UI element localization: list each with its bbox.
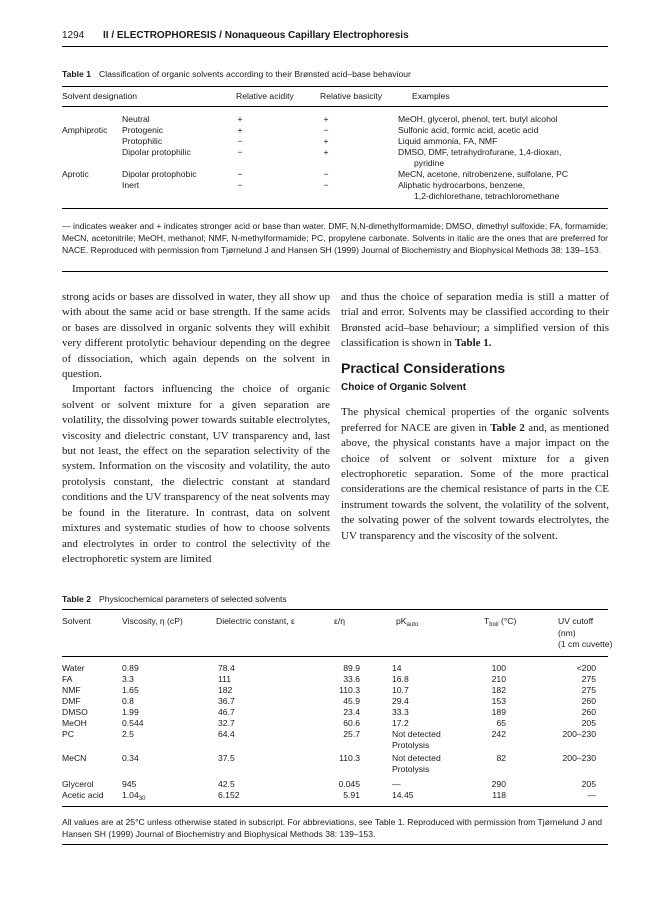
table1-cell-acidity: −	[237, 169, 243, 179]
table2-col-tboil-unit: (°C)	[498, 616, 517, 626]
table2-cell-solvent: PC	[62, 729, 74, 739]
table2-cell-pk: 16.8	[392, 674, 409, 684]
table1-top-rule	[62, 86, 608, 87]
table2-cell-pk: Protolysis	[392, 764, 430, 774]
table2-cell-ratio: 33.6	[343, 674, 360, 684]
paragraph: strong acids or bases are dissolved in water, they all show up with about the same acid or base strength. If the same acids or bases are dissolved in organic solvents they will exhibit very different protolytic behaviour depending on the degree of dissociation, which again depends on the solvent in question.	[62, 291, 330, 381]
table2-cell-tboil: 153	[491, 696, 506, 706]
table1-cell-type: Protogenic	[122, 125, 164, 135]
table2-row	[62, 663, 608, 674]
table1-col-designation: Solvent designation	[62, 91, 138, 101]
table1-header-rule	[62, 106, 608, 107]
table2-cell-viscosity: 2.5	[122, 729, 134, 739]
table1-cell-basicity: −	[323, 125, 329, 135]
table2-col-pk	[396, 616, 418, 632]
table2-cell-uv: 275	[581, 674, 596, 684]
table2-cell-ratio: 5.91	[343, 790, 360, 800]
table1-cell-examples: Liquid ammonia, FA, NMF	[398, 136, 498, 146]
table1-cell-type: Dipolar protophobic	[122, 169, 197, 179]
table1-row	[62, 136, 608, 147]
table2-cell-ratio: 23.4	[343, 707, 360, 717]
header-rule	[62, 46, 608, 47]
table1-label: Table 1	[62, 69, 91, 79]
table2-row	[62, 753, 608, 764]
table2-row	[62, 696, 608, 707]
table1-cell-type: Inert	[122, 180, 140, 190]
table2-cell-dielectric: 42.5	[218, 779, 235, 789]
table1-cell-acidity: −	[237, 180, 243, 190]
table2-cell-uv: 200–230	[562, 729, 596, 739]
table2-cell-uv: 260	[581, 696, 596, 706]
table2-cell-dielectric: 32.7	[218, 718, 235, 728]
table2-cell-viscosity: 1.65	[122, 685, 139, 695]
table1-footnote: — indicates weaker and + indicates stronger acid or base than water. DMF, N,N-dimethylformamide; DMSO, dimethyl sulfoxide; FA, formamide; MeCN, acetonitrile; MeOH, methanol; NMF, N-methylformamide; PC, propylene carbonate. Solvents in italic are the ones that are preferred for NACE. Reproduced with permission from Tjørnelund J and Hansen SH (1999) Journal of Biochemistry and Biophysical Methods 38: 139–153.	[62, 221, 608, 255]
table2-cell-tboil: 65	[496, 718, 506, 728]
table1-cell-examples: pyridine	[414, 158, 445, 168]
body-left-column	[62, 290, 330, 567]
table2-caption	[62, 594, 287, 604]
table1-cell-basicity: +	[323, 114, 329, 124]
table2-cell-pk: 14.45	[392, 790, 414, 800]
table1-cell-examples: Sulfonic acid, formic acid, acetic acid	[398, 125, 539, 135]
table2-cell-uv: 260	[581, 707, 596, 717]
table2-cell-solvent: Acetic acid	[62, 790, 104, 800]
table1-reference: Table 1.	[454, 337, 492, 350]
table2-cell-viscosity: 0.8	[122, 696, 134, 706]
table1-row	[62, 147, 608, 158]
table2-cell-viscosity-value: 1.04	[122, 790, 139, 800]
table2-cell-viscosity	[122, 790, 145, 802]
table2-cell-ratio: 25.7	[343, 729, 360, 739]
table2-cell-pk: Not detected	[392, 729, 441, 739]
table2-top-rule	[62, 609, 608, 610]
table2-cell-ratio: 110.3	[339, 753, 360, 763]
table1-col-basicity: Relative basicity	[320, 91, 383, 101]
table2-cell-pk: Protolysis	[392, 740, 430, 750]
table2-cell-solvent: DMF	[62, 696, 81, 706]
table1-cell-examples: MeOH, glycerol, phenol, tert. butyl alcohol	[398, 114, 558, 124]
paragraph	[341, 405, 609, 544]
table2-col-ratio: ε/η	[334, 616, 345, 626]
table2-cell-tboil: 82	[496, 753, 506, 763]
table1-cell-basicity: +	[323, 147, 329, 157]
paragraph-text: and thus the choice of separation media is still a matter of trial and error. Solvents may be classified according to their Brønsted acid–base behaviour; a simplified version of this classification is shown in	[341, 291, 609, 350]
table2-col-uv-line: UV cutoff	[558, 616, 594, 626]
table2-cell-dielectric: 182	[218, 685, 233, 695]
paragraph	[341, 290, 609, 352]
table2-cell-uv: 205	[581, 779, 596, 789]
table2-cell-tboil: 242	[491, 729, 506, 739]
table1-cell-basicity: −	[323, 180, 329, 190]
table1-cell-acidity: +	[237, 125, 243, 135]
table2-col-tboil-text: T	[484, 616, 490, 626]
table2-cell-ratio: 60.6	[343, 718, 360, 728]
table2-reference: Table 2	[490, 421, 525, 434]
table1-row	[62, 114, 608, 125]
table2-cell-solvent: NMF	[62, 685, 81, 695]
table2-cell-solvent: MeCN	[62, 753, 87, 763]
table2-cell-uv: —	[587, 790, 596, 800]
table2-cell-dielectric: 46.7	[218, 707, 235, 717]
table1-col-acidity: Relative acidity	[236, 91, 294, 101]
table1-caption-text: Classification of organic solvents according to their Brønsted acid–base behaviour	[98, 69, 411, 79]
table2-cell-pk: 14	[392, 663, 402, 673]
table2-cell-ratio: 110.3	[339, 685, 360, 695]
table2-row	[62, 674, 608, 685]
table1-cell-examples: 1,2-dichlorethane, tetrachloromethane	[414, 191, 560, 201]
table2-row-continuation	[62, 764, 608, 775]
table2-cell-tboil: 290	[491, 779, 506, 789]
table1-row	[62, 180, 608, 191]
table2-row-continuation	[62, 740, 608, 751]
table2-cell-pk: 10.7	[392, 685, 409, 695]
table1-cell-type: Neutral	[122, 114, 150, 124]
table2-footnote-rule	[62, 844, 608, 845]
table1-cell-type: Protophilic	[122, 136, 163, 146]
table2-cell-solvent: FA	[62, 674, 73, 684]
table2-cell-uv: <200	[576, 663, 596, 673]
table2-col-pk-text: pK	[396, 616, 407, 626]
table2-cell-uv: 275	[581, 685, 596, 695]
paragraph-text: The physical chemical properties of the organic solvents preferred for NACE are given in	[341, 406, 609, 434]
table2-col-solvent: Solvent	[62, 616, 91, 626]
table2-cell-solvent: MeOH	[62, 718, 87, 728]
table2-col-viscosity: Viscosity, η (cP)	[122, 616, 183, 626]
table2-cell-solvent: DMSO	[62, 707, 88, 717]
section-heading: Practical Considerations	[341, 359, 506, 376]
table2-row	[62, 718, 608, 729]
table2-cell-viscosity: 0.34	[122, 753, 139, 763]
table2-cell-pk: Not detected	[392, 753, 441, 763]
table1-cell-acidity: −	[237, 136, 243, 146]
table2-col-uv-line: (1 cm cuvette)	[558, 639, 613, 649]
table2-col-uv-line: (nm)	[558, 627, 576, 638]
table1-footnote-rule	[62, 271, 608, 272]
table2-row	[62, 729, 608, 740]
page-number: 1294	[62, 30, 85, 41]
table2-cell-dielectric: 111	[218, 674, 232, 684]
table2-col-pk-sub: auto	[406, 622, 419, 628]
table2-cell-solvent: Glycerol	[62, 779, 94, 789]
table2-cell-ratio: 45.9	[343, 696, 360, 706]
table2-cell-dielectric: 6.152	[218, 790, 240, 800]
table2-header	[62, 616, 613, 656]
table1-row	[62, 125, 608, 136]
table2-cell-ratio: 89.9	[343, 663, 360, 673]
table1-cell-examples: DMSO, DMF, tetrahydrofurane, 1,4-dioxan,	[398, 147, 562, 157]
table2-cell-viscosity: 0.544	[122, 718, 144, 728]
table2-cell-solvent: Water	[62, 663, 85, 673]
table2-row	[62, 707, 608, 718]
table2-cell-pk: 33.3	[392, 707, 409, 717]
table2-label: Table 2	[62, 594, 91, 604]
table2-col-dielectric: Dielectric constant, ε	[216, 616, 295, 626]
table2-cell-ratio: 0.045	[338, 779, 360, 789]
table2-cell-viscosity: 945	[122, 779, 137, 789]
table2-header-rule	[62, 656, 608, 657]
paragraph: Important factors influencing the choice of organic solvent or solvent mixture for a given separation are volatility, the dissolving power towards suitable electrolytes, viscosity and dielectric constant, UV transparency and, last but not least, the effect on the separation selectivity of the system. Information on the viscosity and volatility, the auto protolysis constant, the dielectric constant at standard conditions and the UV transparency of the neat solvents may be found in the literature. In contrast, data on solvent mixtures and systematic studies of how to choose solvents and electrolytes in order to control the selectivity of the electrophoretic system are limited	[62, 383, 330, 565]
table2-cell-viscosity: 0.89	[122, 663, 139, 673]
table2-row	[62, 685, 608, 696]
running-head	[62, 30, 409, 41]
table1-col-examples: Examples	[412, 91, 450, 101]
table2-cell-viscosity: 3.3	[122, 674, 134, 684]
table1-row-continuation	[62, 158, 608, 169]
table2-bottom-rule	[62, 806, 608, 807]
table2-cell-pk: 17.2	[392, 718, 409, 728]
table1-row	[62, 169, 608, 180]
table2-cell-tboil: 100	[491, 663, 506, 673]
table2-cell-uv: 200–230	[562, 753, 596, 763]
table2-cell-dielectric: 36.7	[218, 696, 235, 706]
body-right-column	[341, 290, 609, 544]
table1-cell-basicity: −	[323, 169, 329, 179]
paragraph-text: and, as mentioned above, the physical constants have a major impact on the choice of solvent or solvent mixture for a given electrophoretic separation. Some of the more practical considerations are the chemical resistance of parts in the CE instrument towards the solvent, the volatility of the solvent, the solvating power of the solvent towards electrolytes, the UV transparency and the viscosity of the solvent.	[341, 421, 610, 542]
table2-cell-dielectric: 78.4	[218, 663, 235, 673]
table1-cell-examples: Aliphatic hydrocarbons, benzene,	[398, 180, 526, 190]
table2-cell-tboil: 189	[491, 707, 506, 717]
table2-col-uv	[558, 616, 612, 651]
table1-bottom-rule	[62, 208, 608, 209]
table1-cell-examples: MeCN, acetone, nitrobenzene, sulfolane, PC	[398, 169, 569, 179]
table2-cell-viscosity-sub: 30	[138, 796, 146, 802]
table2-cell-tboil: 118	[492, 790, 506, 800]
table2-row	[62, 790, 608, 801]
table2-footnote: All values are at 25°C unless otherwise stated in subscript. For abbreviations, see Table 1. Reproduced with permission from Tjørnelund J and Hansen SH (1999) Journal of Biochemistry and Biophysical Methods 38: 139–153.	[62, 817, 603, 839]
table2-caption-text: Physicochemical parameters of selected solvents	[98, 594, 287, 604]
table2-cell-tboil: 182	[491, 685, 506, 695]
table1-row-continuation	[62, 191, 608, 202]
table2-col-tboil	[484, 616, 516, 632]
table1-cell-type: Dipolar protophilic	[122, 147, 191, 157]
table1-cell-acidity: −	[237, 147, 243, 157]
table2-cell-viscosity: 1.99	[122, 707, 139, 717]
table2-col-tboil-sub: boil	[489, 622, 499, 628]
table2-row	[62, 779, 608, 790]
table2-cell-dielectric: 37.5	[218, 753, 235, 763]
table2-cell-tboil: 210	[491, 674, 506, 684]
table2-cell-pk: —	[392, 779, 401, 789]
table2-cell-uv: 205	[581, 718, 596, 728]
table1-cell-basicity: +	[323, 136, 329, 146]
table2-cell-pk: 29.4	[392, 696, 409, 706]
table1-cell-group: Amphiprotic	[62, 125, 108, 135]
table1-cell-acidity: +	[237, 114, 243, 124]
table2-cell-dielectric: 64.4	[218, 729, 235, 739]
section-title: II / ELECTROPHORESIS / Nonaqueous Capillary Electrophoresis	[103, 30, 409, 41]
table1-cell-group: Aprotic	[62, 169, 89, 179]
table1-caption	[62, 69, 411, 79]
subsection-heading: Choice of Organic Solvent	[341, 382, 467, 394]
